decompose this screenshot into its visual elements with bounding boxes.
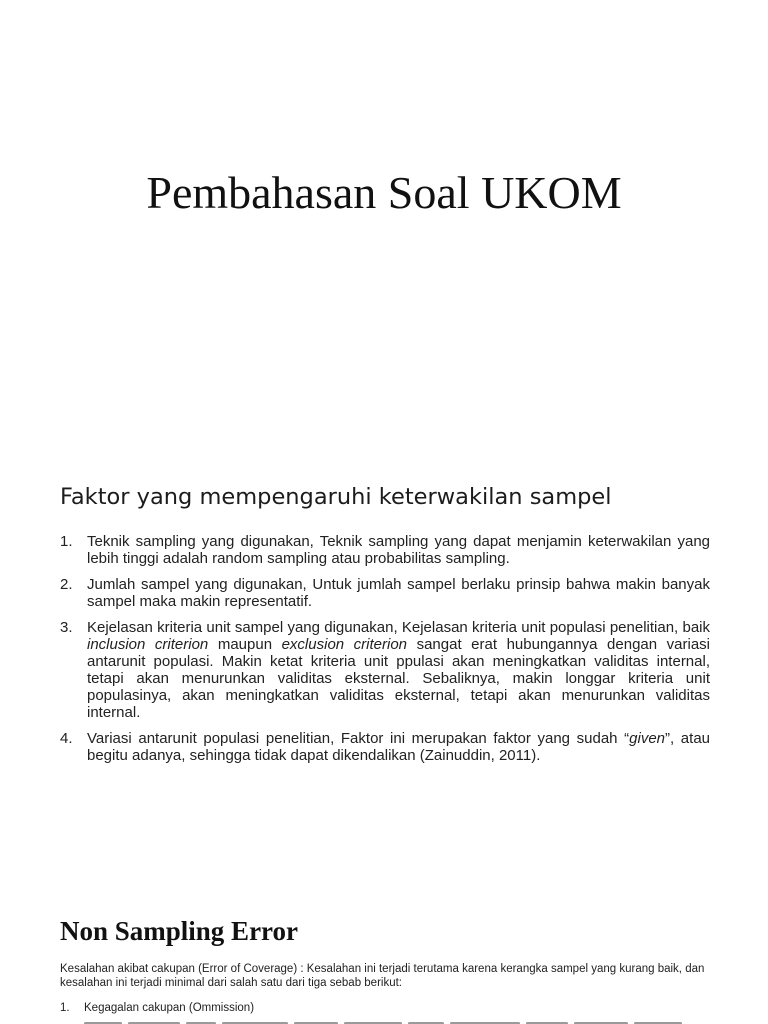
list-item-text: Kejelasan kriteria unit sampel yang digunakan, Kejelasan kriteria unit populasi penelitian, baik	[87, 619, 710, 636]
slide-title: Pembahasan Soal UKOM	[146, 167, 622, 218]
list-item	[60, 730, 710, 764]
list-item-text: Variasi antarunit populasi penelitian, Faktor ini merupakan faktor yang sudah “	[87, 730, 630, 747]
list-item-text: ”, atau begitu adanya, sehingga tidak dapat dikendalikan (Zainuddin, 2011).	[87, 730, 711, 764]
list-item	[60, 619, 710, 721]
list-item-number: 2.	[60, 576, 73, 593]
coverage-paragraph: Kesalahan akibat cakupan (Error of Coverage) : Kesalahan ini terjadi terutama karena kerangka sampel yang kurang baik, dan kesalahan ini terjadi minimal dari salah satu dari tiga sebab berikut:	[60, 963, 705, 989]
list-item	[60, 533, 710, 567]
list-item-number: 4.	[60, 730, 73, 747]
list-item-number: 1.	[60, 1002, 70, 1014]
list-item	[60, 1001, 710, 1015]
list-item-number: 1.	[60, 533, 73, 550]
non-sampling-heading: Non Sampling Error	[60, 916, 299, 946]
list-item-text: Kegagalan cakupan (Ommission)	[84, 1002, 255, 1014]
list-item-text: Teknik sampling yang digunakan, Teknik sampling yang dapat menjamin keterwakilan yang lebih tinggi adalah random sampling atau probabilitas sampling.	[87, 533, 710, 567]
list-item-text: maupun	[208, 636, 282, 653]
list-item-number: 3.	[60, 619, 73, 636]
coverage-list	[60, 1001, 710, 1015]
list-item	[60, 576, 710, 610]
factor-list	[60, 533, 710, 773]
list-item-text: Jumlah sampel yang digunakan, Untuk jumlah sampel berlaku prinsip bahwa makin banyak sampel maka makin representatif.	[87, 576, 710, 610]
inclusion-criterion-term: inclusion criterion	[87, 636, 209, 653]
given-term: given	[629, 730, 666, 747]
section-heading: Faktor yang mempengaruhi keterwakilan sampel	[60, 484, 612, 510]
clipped-text-line	[84, 1019, 684, 1024]
exclusion-criterion-term: exclusion criterion	[281, 636, 408, 653]
list-item-text: sangat erat hubungannya dengan variasi antarunit populasi. Makin ketat kriteria unit ppulasi akan meningkatkan validitas internal, tetapi akan menurunkan validitas eksternal. Sebaliknya, makin longgar kriteria unit populasinya, akan meningkatkan validitas eksternal, tetapi akan menurunkan validitas internal.	[87, 636, 710, 721]
